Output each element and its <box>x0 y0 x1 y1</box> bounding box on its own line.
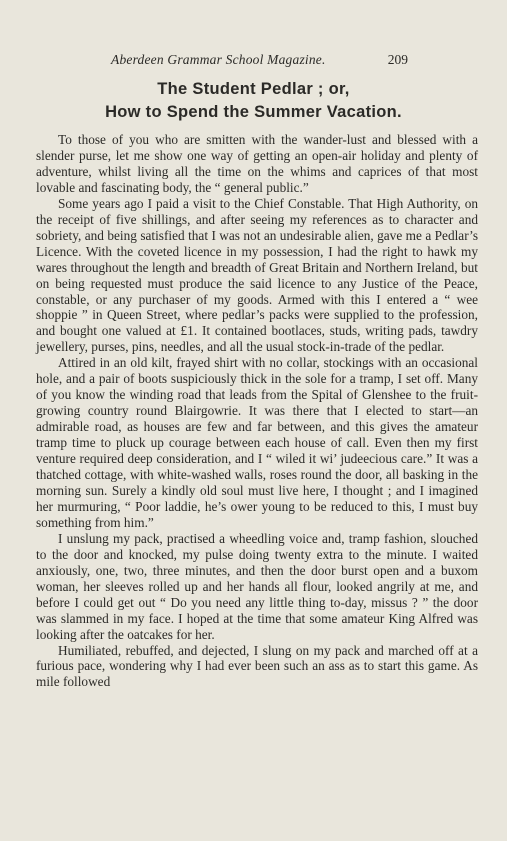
article-subtitle: How to Spend the Summer Vacation. <box>105 103 402 121</box>
paragraph: Humiliated, rebuffed, and dejected, I slung on my pack and marched off at a furious pace, wondering why I had ever been such an ass as to start this game. As mile followed <box>36 642 478 690</box>
paragraph: To those of you who are smitten with the wander-lust and blessed with a slender purse, let me show one way of getting an open-air holiday and plenty of adventure, whilst living all the time on the whims and caprices of that most lovable and fascinating body, the “ general public.” <box>36 132 478 195</box>
page-number: 209 <box>387 52 408 67</box>
article-body <box>36 132 478 690</box>
paragraph: Attired in an old kilt, frayed shirt with no collar, stockings with an occasional hole, and a pair of boots suspiciously thick in the sole for a tramp, I set off. Many of you know the winding road that leads from the Spital of Glenshee to the fruit-growing country round Blairgowrie. It was there that I elected to start—an admirable road, as houses are few and far between, and this gives the amateur tramp time to pluck up courage between each house of call. Even then my first venture required deep consideration, and I “ wiled it wi’ judeecious care.” It was a thatched cottage, with white-washed walls, roses round the door, all basking in the morning sun. Surely a kindly old soul must live here, I thought ; and I imagined her murmuring, “ Poor laddie, he’s ower young to be reduced to this, I must buy something from him.” <box>36 355 478 530</box>
paragraph: I unslung my pack, practised a wheedling voice and, tramp fashion, slouched to the door and knocked, my pulse doing twenty extra to the minute. I waited anxiously, one, two, three minutes, and then the door burst open and a buxom woman, her sleeves rolled up and her hands all flour, looked angrily at me, and before I could get out “ Do you need any little thing to-day, missus ? ” the door was slammed in my face. I hoped at the time that some amateur King Alfred was looking after the oatcakes for her. <box>36 530 478 642</box>
paragraph: Some years ago I paid a visit to the Chief Constable. That High Authority, on the receipt of five shillings, and after seeing my references as to character and sobriety, and being satisfied that I was not an undesirable alien, gave me a Pedlar’s Licence. With the coveted licence in my possession, I had the right to hawk my wares throughout the length and breadth of Great Britain and Northern Ireland, but on being requested must produce the said licence to any Justice of the Peace, constable, or any purchaser of my goods. Armed with this I entered a “ wee shoppie ” in Queen Street, where pedlar’s packs were supplied to the profession, and bought one valued at £1. It contained bootlaces, studs, writing pads, tawdry jewellery, purses, pins, needles, and all the usual stock-in-trade of the pedlar. <box>36 195 478 355</box>
article-title: The Student Pedlar ; or, <box>157 80 350 98</box>
running-head: Aberdeen Grammar School Magazine. <box>111 52 326 67</box>
